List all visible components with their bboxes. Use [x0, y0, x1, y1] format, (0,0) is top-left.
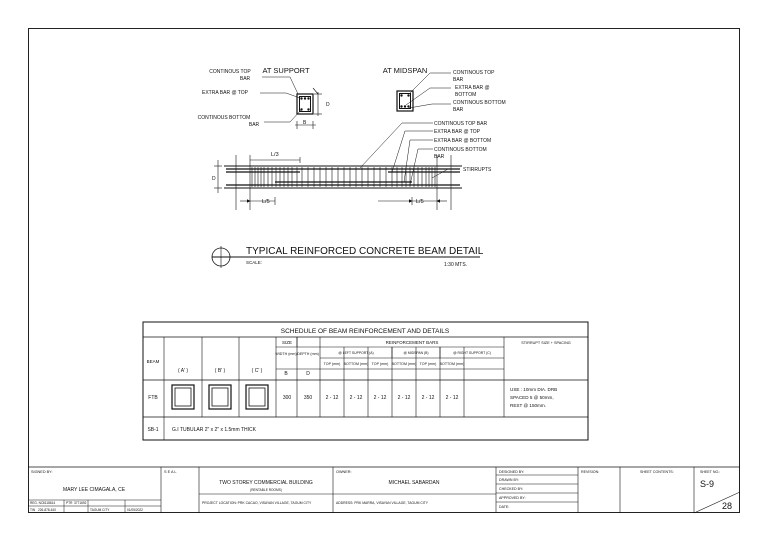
midspan-extra-bottom-label-2: BOTTOM — [455, 92, 477, 98]
row1-stirrup-3: REST @ 150mm. — [510, 403, 546, 408]
elev-extra-bottom-label: EXTRA BAR @ BOTTOM — [434, 138, 492, 144]
revision-label: REVISION: — [581, 470, 600, 474]
elev-stirrups-label: STIRRUPTS — [463, 167, 492, 173]
row1-mid-top: 2 - 12 — [373, 395, 387, 401]
sheet-total: 28 — [722, 501, 733, 511]
approved-by-label: APPROVED BY: — [499, 496, 526, 500]
project-sub: (RENTABLE ROOMS) — [250, 488, 282, 492]
row1-stirrup-1: USE : 10mm DIA. DRB — [510, 387, 558, 392]
header-beam: BEAM — [146, 359, 160, 364]
owner-address: ADDRESS: PRK MARRA, VISAYAN VILLAGE, TAGUM CITY — [336, 501, 429, 505]
city-label: TAGUM CITY — [90, 508, 110, 512]
signer-name: MARY LEE CIMAGALA, CE — [62, 487, 126, 493]
header-right-top: TOP (mm) — [419, 362, 437, 366]
row1-stirrup-2: SPACED 5 @ 50mm, — [510, 395, 554, 400]
ptr-value: 3771692 — [74, 501, 87, 505]
elev-l5-left-label: L/5 — [262, 199, 270, 205]
header-left-top: TOP (mm) — [323, 362, 341, 366]
header-depth: DEPTH (mm) — [297, 352, 319, 356]
row1-left-bottom: 2 - 12 — [349, 395, 363, 401]
header-width: WIDTH (mm) — [275, 352, 297, 356]
row1-left-top: 2 - 12 — [325, 395, 339, 401]
beam-schedule-table — [143, 322, 588, 440]
signed-by-label: SIGNED BY: — [31, 470, 53, 474]
header-right-support: @ RIGHT SUPPORT (C) — [453, 351, 491, 355]
sheet-content-label: SHEET CONTENTS: — [640, 470, 674, 474]
support-cont-bottom-label-2: BAR — [248, 122, 260, 128]
header-depth-sym: D — [306, 371, 310, 377]
reg-label: REG. NO. — [30, 501, 45, 505]
midspan-cont-bottom-label-1: CONTINOUS BOTTOM — [453, 100, 506, 106]
row1-mid-bottom: 2 - 12 — [397, 395, 411, 401]
header-c: ( C' ) — [251, 368, 263, 374]
title-block — [28, 467, 740, 513]
title-block-text — [30, 470, 732, 512]
row1-right-top: 2 - 12 — [421, 395, 435, 401]
header-mid-bottom: BOTTOM (mm) — [391, 362, 417, 366]
row1-width: 300 — [282, 395, 292, 401]
header-width-sym: B — [284, 371, 288, 377]
sheet-number: S-9 — [700, 479, 715, 489]
support-dim-b: B — [303, 120, 307, 126]
row1-beam: FTB — [148, 395, 158, 401]
beam-elevation — [212, 121, 492, 210]
midspan-extra-bottom-label-1: EXTRA BAR @ — [455, 85, 490, 91]
detail-title: TYPICAL REINFORCED CONCRETE BEAM DETAIL — [246, 246, 484, 257]
midspan-title: AT MIDSPAN — [382, 66, 428, 75]
support-cont-top-label-2: BAR — [239, 76, 251, 82]
header-left-bottom: BOTTOM (mm) — [343, 362, 369, 366]
seal-label: S E A L — [164, 470, 177, 474]
elev-cont-top-label: CONTINOUS TOP BAR — [434, 121, 488, 127]
support-cont-top-label-1: CONTINOUS TOP — [209, 69, 251, 75]
header-size: SIZE — [281, 340, 293, 345]
owner-name: MICHAEL SABARDAN — [388, 480, 440, 486]
tin-label: TIN — [30, 508, 36, 512]
checked-by-label: CHECKED BY: — [499, 487, 524, 491]
support-dim-d: D — [326, 102, 330, 108]
header-a: ( A' ) — [177, 368, 189, 374]
row2-beam: SB-1 — [147, 427, 159, 433]
header-mid-top: TOP (mm) — [371, 362, 389, 366]
row2-note: G.I TUBULAR 2" x 2" x 1.5mm THICK — [172, 427, 256, 433]
midspan-cont-top-label-1: CONTINOUS TOP — [453, 70, 495, 76]
section-at-support — [198, 66, 330, 129]
detail-scale-value: 1:30 MTS. — [444, 262, 468, 268]
elev-l5-right-label: L/5 — [416, 199, 424, 205]
elev-stirrups — [252, 167, 435, 187]
header-reinf: REINFORCEMENT BARS — [385, 340, 439, 345]
header-stirrup: STIRRUPT SIZE + SPACING — [521, 341, 571, 345]
elev-extra-top-label: EXTRA BAR @ TOP — [434, 129, 481, 135]
header-midspan: @ MIDSPAN (B) — [403, 351, 429, 355]
tin-value: 226-878-610 — [38, 508, 57, 512]
reg-value: 0118614 — [43, 501, 56, 505]
section-at-midspan — [383, 66, 506, 113]
ptr-label: PTR — [66, 501, 73, 505]
support-cont-bottom-label-1: CONTINOUS BOTTOM — [197, 115, 251, 121]
elev-dim-d: D — [212, 176, 216, 182]
header-right-bottom: BOTTOM (mm) — [439, 362, 465, 366]
drawn-by-label: DRAWN BY: — [499, 478, 520, 482]
midspan-cont-bottom-label-2: BAR — [453, 107, 464, 113]
elev-l3-label: L/3 — [271, 152, 279, 158]
date-label: DATE: — [499, 505, 510, 509]
detail-title-block — [212, 246, 484, 268]
designed-by-label: DESIGNED BY: — [499, 470, 525, 474]
detail-scale-label: SCALE: — [246, 260, 263, 265]
support-title: AT SUPPORT — [262, 66, 310, 75]
midspan-cont-top-label-2: BAR — [453, 77, 464, 83]
elev-cont-bottom-label-1: CONTINOUS BOTTOM — [434, 147, 487, 153]
project-name: TWO STOREY COMMERCIAL BUILDING — [219, 480, 313, 486]
project-location: PROJECT LOCATION: PRK CACAO, VISAYAN VILLAGE, TAGUM CITY — [202, 501, 312, 505]
row1-right-bottom: 2 - 12 — [445, 395, 459, 401]
header-b: ( B' ) — [214, 368, 226, 374]
support-extra-top-label: EXTRA BAR @ TOP — [201, 90, 249, 96]
elev-cont-bottom-label-2: BAR — [434, 154, 445, 160]
owner-label: OWNER: — [336, 470, 352, 474]
row1-depth: 350 — [303, 395, 313, 401]
date-value: 01/05/2022 — [127, 508, 143, 512]
sheet-no-label: SHEET NO.: — [700, 470, 721, 474]
header-left-support: @ LEFT SUPPORT (A) — [338, 351, 374, 355]
schedule-title: SCHEDULE OF BEAM REINFORCEMENT AND DETAILS — [280, 328, 450, 335]
